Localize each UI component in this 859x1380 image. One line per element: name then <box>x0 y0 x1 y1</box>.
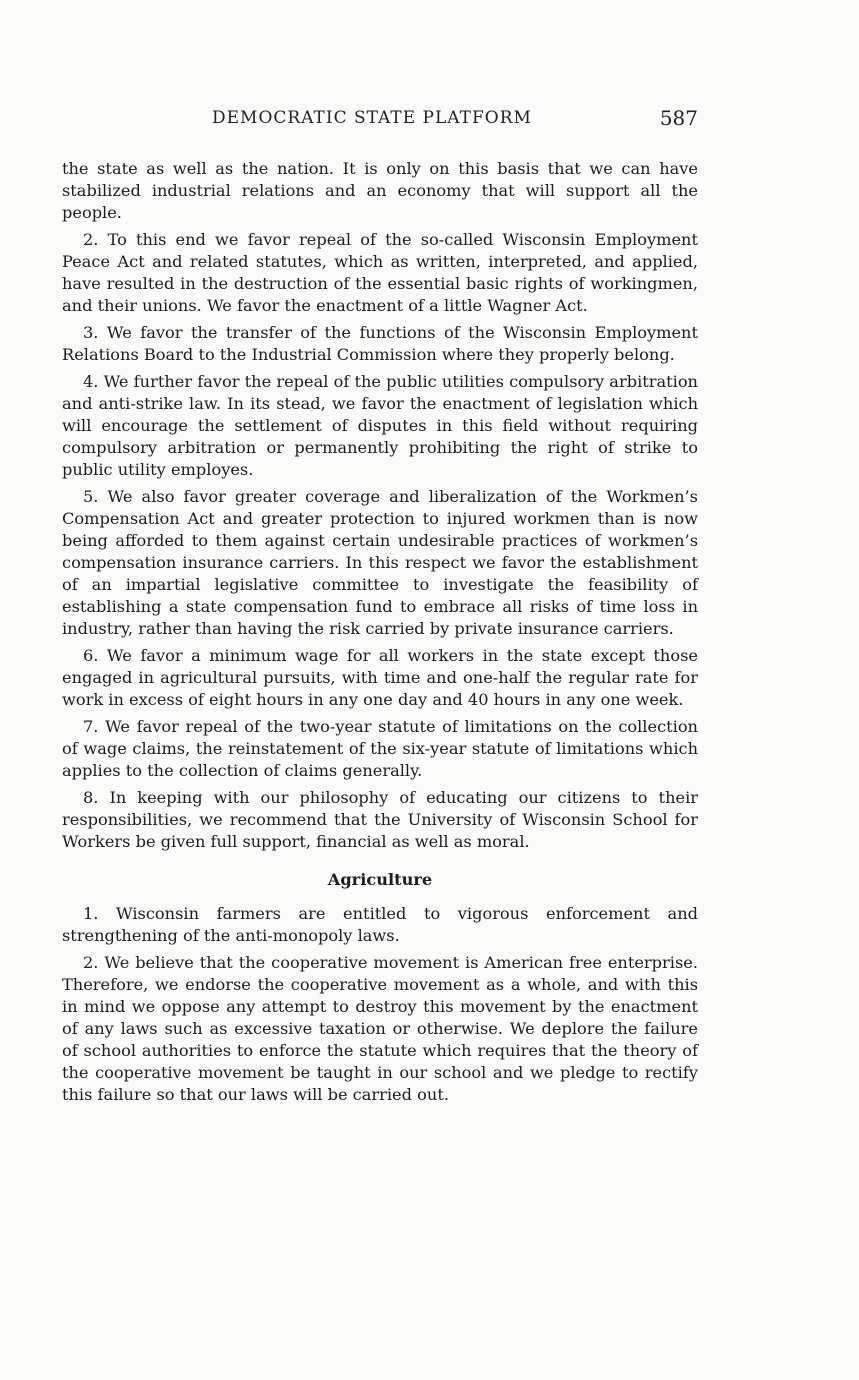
paragraph-labor-2: 2. To this end we favor repeal of the so-called Wisconsin Employment Peace Act and related statutes, which as written, interpreted, and applied, have resulted in the destruction of the essential basic rights of workingmen, and their unions. We favor the enactment of a little Wagner Act. <box>62 230 698 315</box>
paragraph-labor-5: 5. We also favor greater coverage and liberalization of the Workmen’s Compensation Act and greater protection to injured workmen than is now being afforded to them against certain undesirable practices of workmen’s compensation insurance carriers. In this respect we favor the establishment of an impartial legislative committee to investigate the feasibility of establishing a state compensation fund to embrace all risks of time loss in industry, rather than having the risk carried by private insurance carriers. <box>62 487 698 638</box>
paragraph-labor-8: 8. In keeping with our philosophy of educating our citizens to their responsibilities, we recommend that the University of Wisconsin School for Workers be given full support, financial as well as moral. <box>62 788 698 851</box>
page-body <box>62 158 698 1111</box>
paragraph-labor-7: 7. We favor repeal of the two-year statute of limitations on the collection of wage claims, the reinstatement of the six-year statute of limitations which applies to the collection of claims generally. <box>62 717 698 780</box>
running-head <box>62 108 698 138</box>
paragraph-labor-4: 4. We further favor the repeal of the public utilities compulsory arbitration and anti-strike law. In its stead, we favor the enactment of legislation which will encourage the settlement of disputes in this field without requiring compulsory arbitration or permanently prohibiting the right of strike to public utility employes. <box>62 372 698 479</box>
section-heading-agriculture: Agriculture <box>327 870 433 889</box>
paragraph-labor-6: 6. We favor a minimum wage for all workers in the state except those engaged in agricultural pursuits, with time and one-half the regular rate for work in excess of eight hours in any one day and 40 hours in any one week. <box>62 646 698 709</box>
paragraph-continuation: the state as well as the nation. It is only on this basis that we can have stabilized industrial relations and an economy that will support all the people. <box>62 159 698 222</box>
page-number: 587 <box>659 106 698 130</box>
paragraph-labor-3: 3. We favor the transfer of the functions of the Wisconsin Employment Relations Board to the Industrial Commission where they properly belong. <box>62 323 698 364</box>
paragraph-agriculture-1: 1. Wisconsin farmers are entitled to vigorous enforcement and strengthening of the anti-monopoly laws. <box>62 904 698 945</box>
paragraph-agriculture-2: 2. We believe that the cooperative movement is American free enterprise. Therefore, we endorse the cooperative movement as a whole, and with this in mind we oppose any attempt to destroy this movement by the enactment of any laws such as excessive taxation or otherwise. We deplore the failure of school authorities to enforce the statute which requires that the theory of the cooperative movement be taught in our school and we pledge to rectify this failure so that our laws will be carried out. <box>62 953 698 1104</box>
running-title: DEMOCRATIC STATE PLATFORM <box>212 108 532 128</box>
